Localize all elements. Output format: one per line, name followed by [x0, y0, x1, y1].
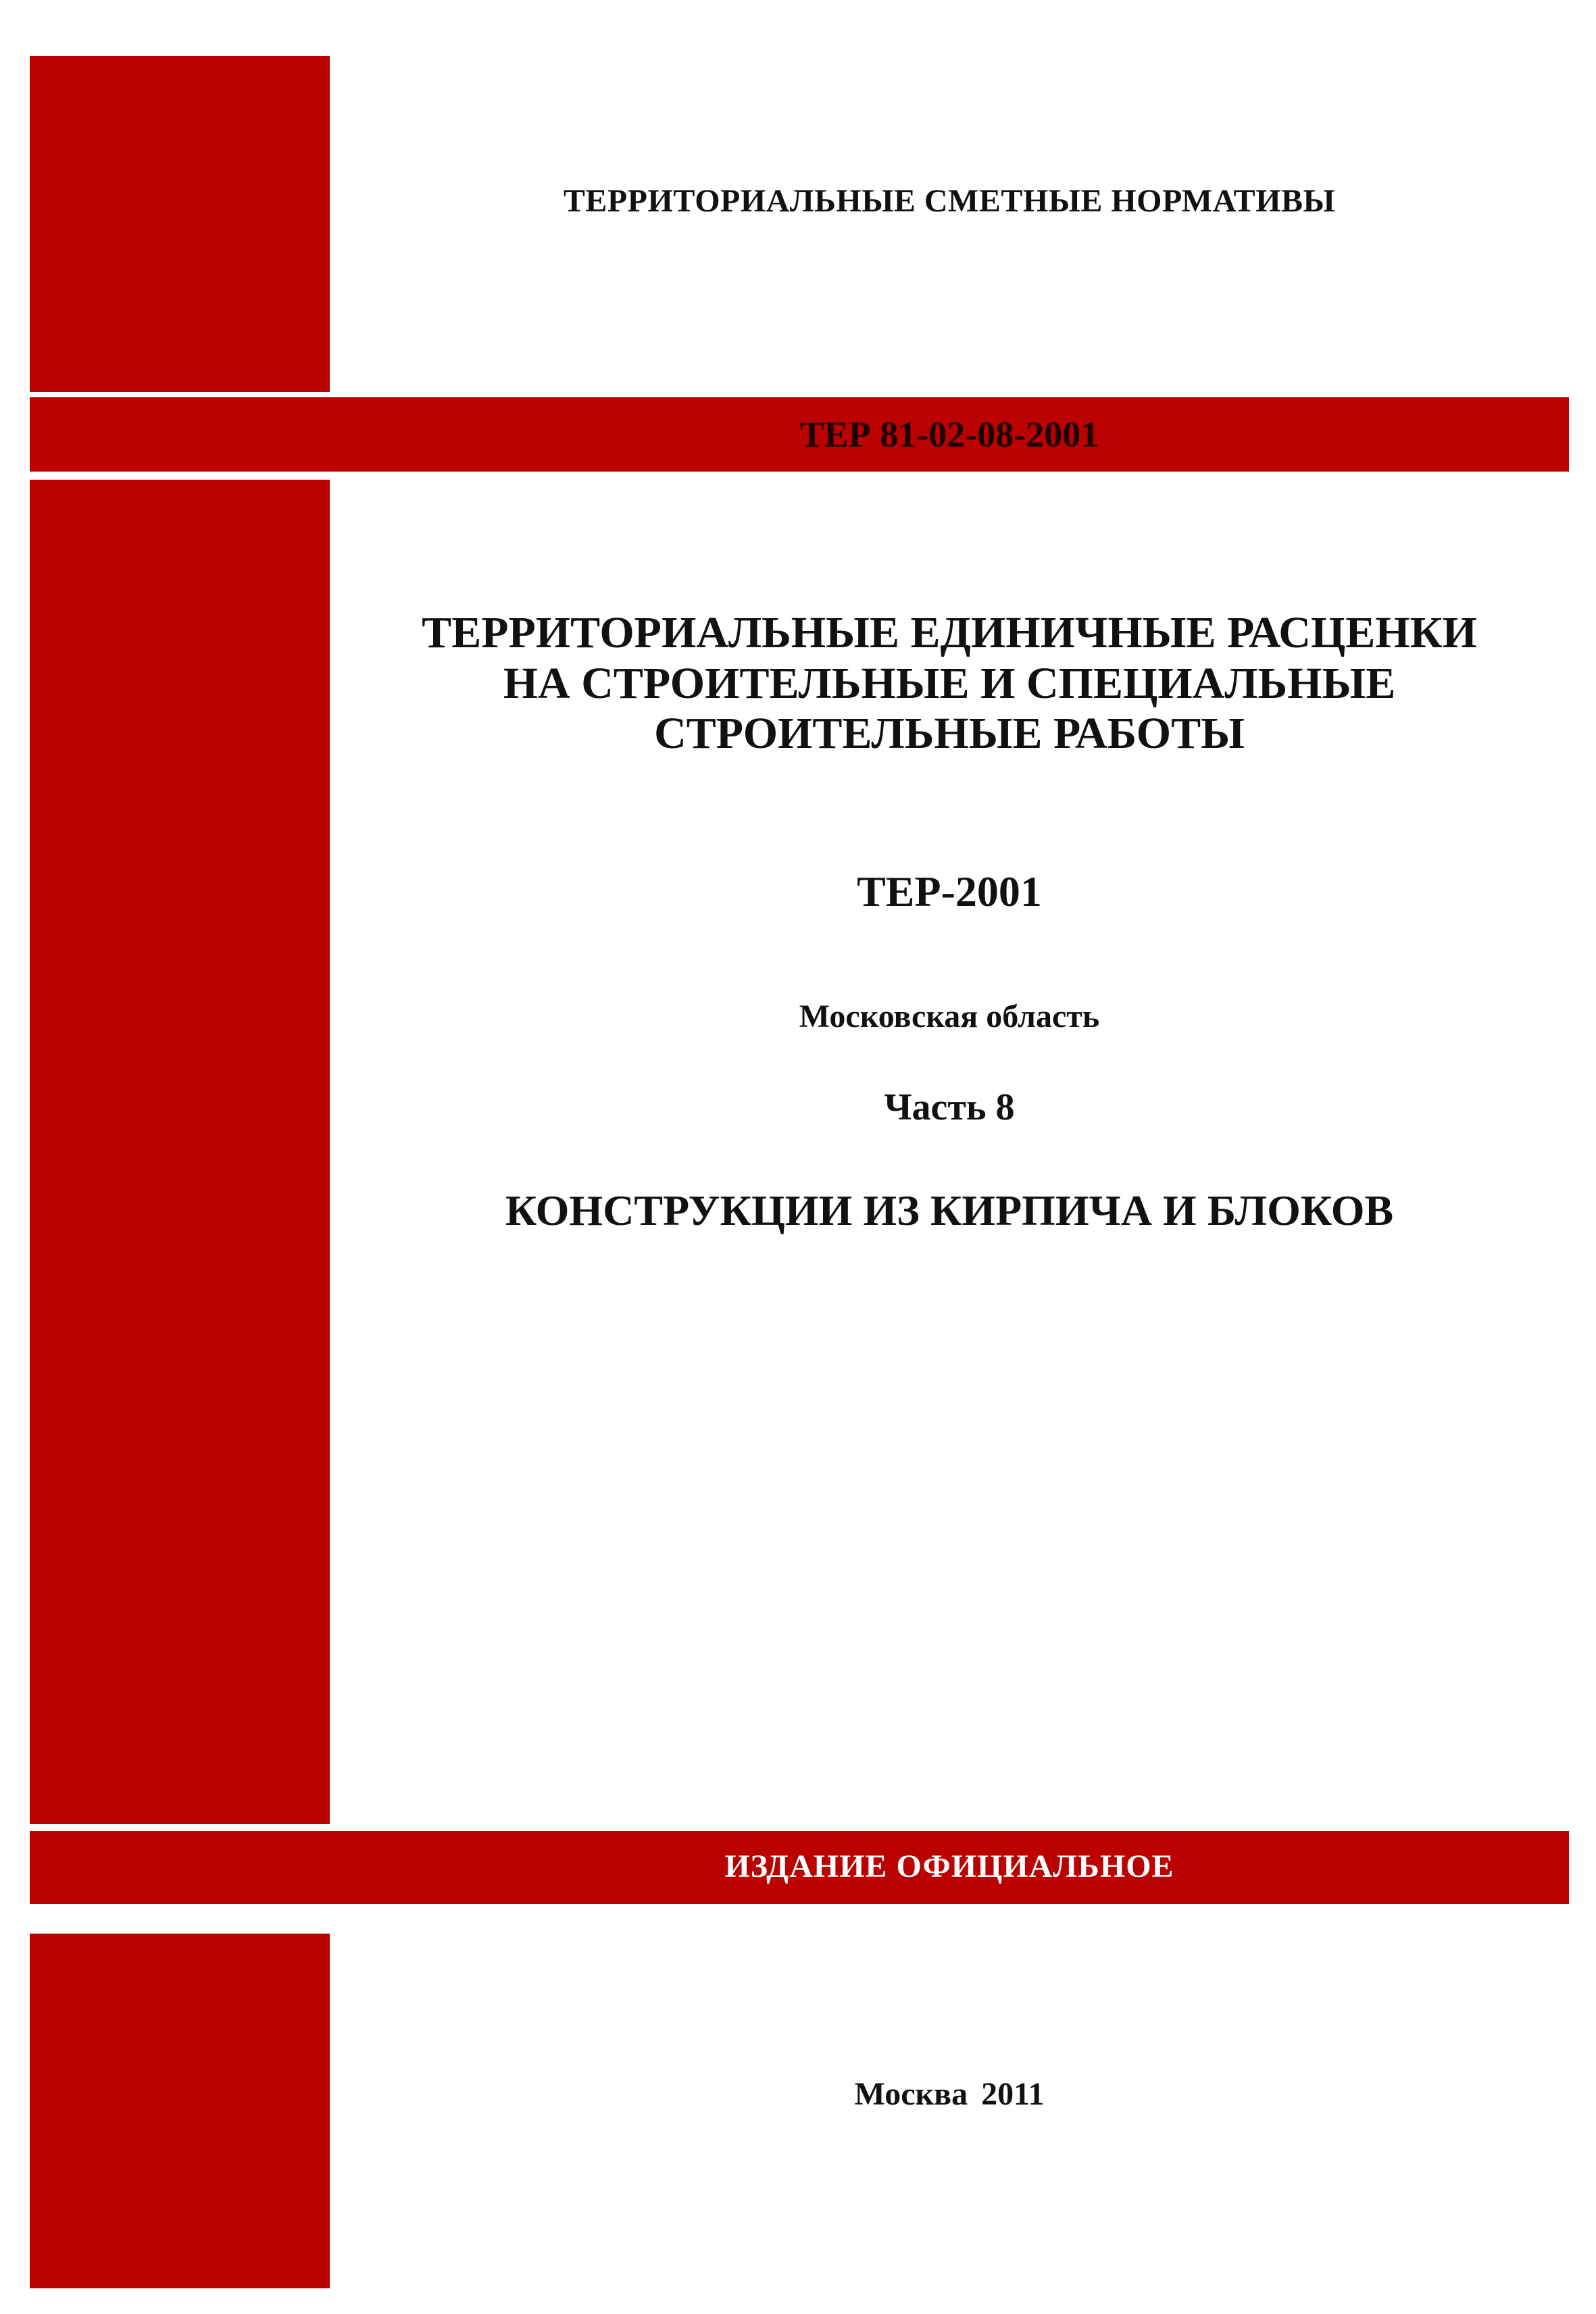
main-title-line-3: СТРОИТЕЛЬНЫЕ РАБОТЫ — [654, 709, 1245, 759]
red-vertical-bar-bottom — [30, 1934, 330, 2288]
red-vertical-bar-top — [30, 56, 330, 392]
series-title: ТЕРРИТОРИАЛЬНЫЕ СМЕТНЫЕ НОРМАТИВЫ — [563, 183, 1336, 219]
part-label: Часть 8 — [884, 1086, 1015, 1128]
region-label: Московская область — [799, 999, 1100, 1034]
main-title — [330, 608, 1569, 759]
short-code: ТЕР-2001 — [857, 867, 1042, 915]
document-code: ТЕР 81-02-08-2001 — [799, 414, 1099, 455]
part-title: КОНСТРУКЦИИ ИЗ КИРПИЧА И БЛОКОВ — [505, 1186, 1394, 1234]
red-vertical-bar-middle — [30, 480, 330, 1824]
city-year: Москва 2011 — [854, 2076, 1045, 2112]
main-title-line-2: НА СТРОИТЕЛЬНЫЕ И СПЕЦИАЛЬНЫЕ — [503, 658, 1396, 708]
official-edition-label: ИЗДАНИЕ ОФИЦИАЛЬНОЕ — [724, 1848, 1174, 1884]
main-title-line-1: ТЕРРИТОРИАЛЬНЫЕ ЕДИНИЧНЫЕ РАСЦЕНКИ — [422, 608, 1477, 657]
